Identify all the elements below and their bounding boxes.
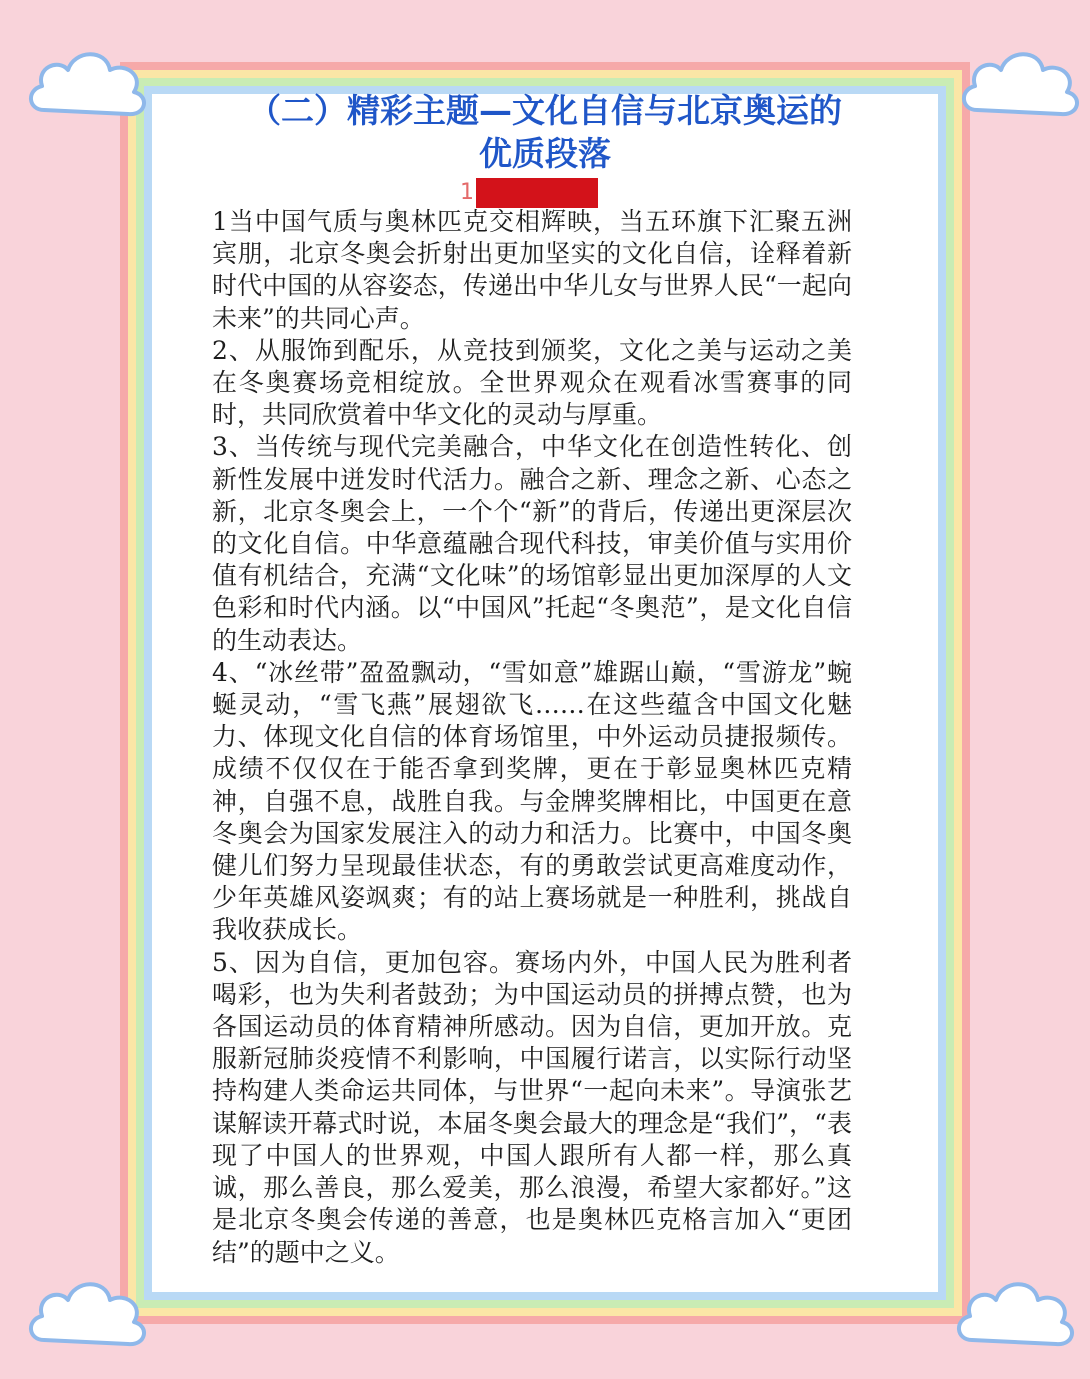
section-subtitle (460, 178, 598, 208)
cloud-icon (22, 38, 152, 128)
page-title-line-1: （二）精彩主题—文化自信与北京奥运的 (248, 91, 842, 130)
cloud-icon (955, 38, 1085, 128)
page-title-line-2: 优质段落 (479, 134, 611, 173)
subtitle-number: 1 (460, 180, 474, 205)
cloud-icon (22, 1268, 152, 1358)
paragraph-4: 4、“冰丝带”盈盈飘动，“雪如意”雄踞山巅，“雪游龙”蜿蜒灵动，“雪飞燕”展翅欲飞……在这些蕴含中国文化魅力、体现文化自信的体育场馆里，中外运动员捷报频传。成绩不仅仅在于能否拿到奖牌，更在于彰显奥林匹克精神，自强不息，战胜自我。与金牌奖牌相比，中国更在意冬奥会为国家发展注入的动力和活力。比赛中，中国冬奥健儿们努力呈现最佳状态，有的勇敢尝试更高难度动作，少年英雄风姿飒爽；有的站上赛场就是一种胜利，挑战自我收获成长。 (212, 657, 852, 945)
cloud-icon (950, 1268, 1080, 1358)
paragraph-2: 2、从服饰到配乐，从竞技到颁奖，文化之美与运动之美在冬奥赛场竞相绽放。全世界观众在观看冰雪赛事的同时，共同欣赏着中华文化的灵动与厚重。 (212, 335, 852, 430)
article-body (212, 206, 852, 1269)
paragraph-5: 5、因为自信，更加包容。赛场内外，中国人民为胜利者喝彩，也为失利者鼓劲；为中国运动员的拼搏点赞，也为各国运动员的体育精神所感动。因为自信，更加开放。克服新冠肺炎疫情不利影响，中国履行诺言，以实际行动坚持构建人类命运共同体，与世界“一起向未来”。导演张艺谋解读开幕式时说，本届冬奥会最大的理念是“我们”，“表现了中国人的世界观，中国人跟所有人都一样，那么真诚，那么善良，那么爱美，那么浪漫，希望大家都好。”这是北京冬奥会传递的善意，也是奥林匹克格言加入“更团结”的题中之义。 (212, 947, 852, 1267)
paragraph-3: 3、当传统与现代完美融合，中华文化在创造性转化、创新性发展中迸发时代活力。融合之新、理念之新、心态之新，北京冬奥会上，一个个“新”的背后，传递出更深层次的文化自信。中华意蕴融合现代科技，审美价值与实用价值有机结合，充满“文化味”的场馆彰显出更加深厚的人文色彩和时代内涵。以“中国风”托起“冬奥范”，是文化自信的生动表达。 (212, 432, 852, 655)
redaction-block (476, 178, 598, 208)
paragraph-1: 1当中国气质与奥林匹克交相辉映，当五环旗下汇聚五洲宾朋，北京冬奥会折射出更加坚实的文化自信，诠释着新时代中国的从容姿态，传递出中华儿女与世界人民“一起向未来”的共同心声。 (212, 207, 852, 333)
